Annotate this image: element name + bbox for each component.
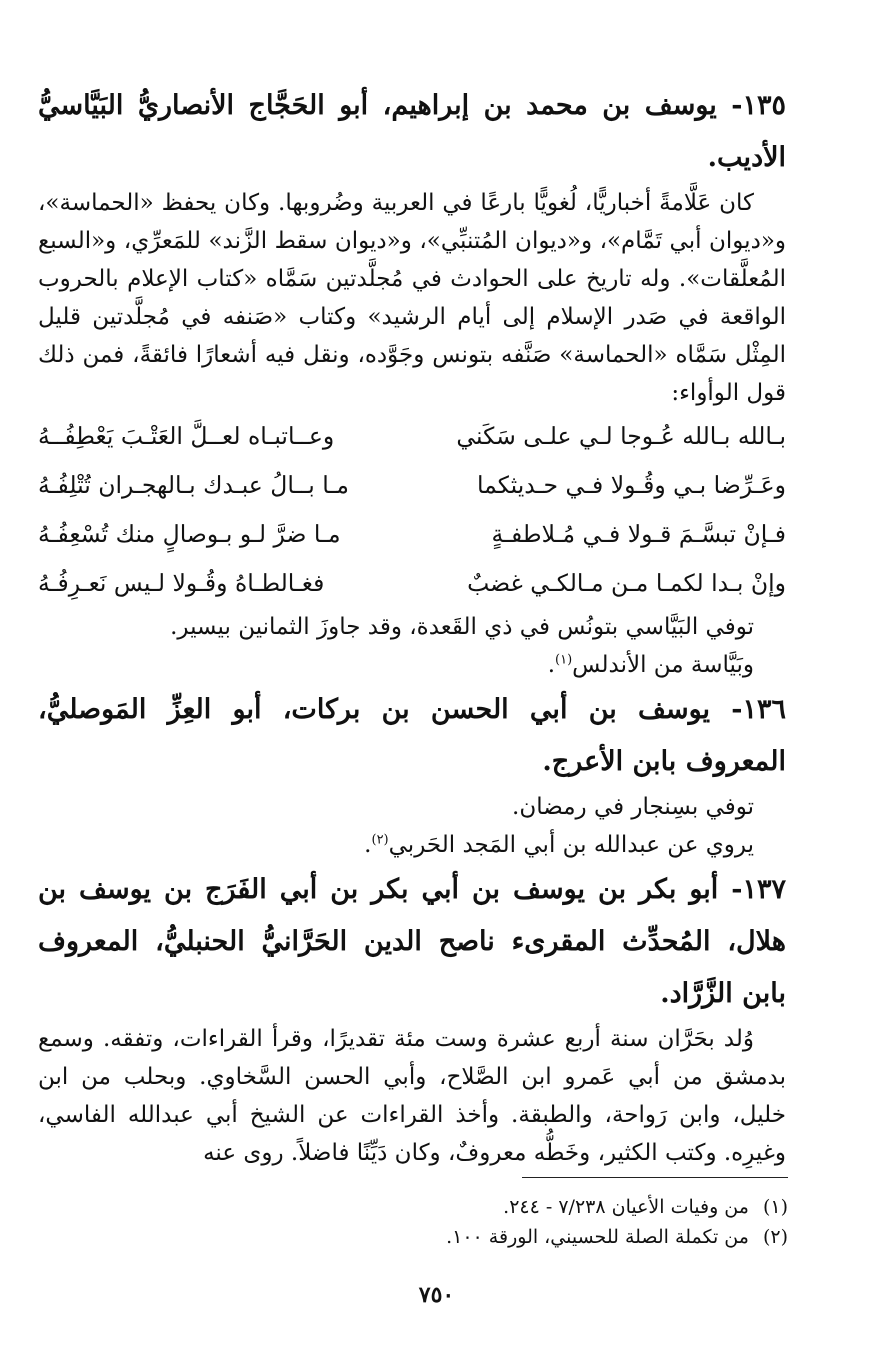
verse-1-first: بـالله بـالله عُـوجا لـي علـى سَكَني — [456, 422, 786, 450]
entry-135-death-note: توفي البَيَّاسي بتونُس في ذي القَعدة، وقد جاوزَ الثمانين بيسير. — [170, 614, 754, 640]
page-body — [38, 80, 786, 1172]
verse-4 — [38, 559, 786, 608]
entry-135-origin-text: وبَيَّاسة من الأندلس — [572, 652, 754, 678]
verse-1 — [38, 412, 786, 461]
entry-136-narration-end: . — [364, 832, 372, 858]
entry-135-origin-end: . — [547, 652, 556, 678]
verse-4-second: فغـالطـاهُ وقُـولا لـيس نَعـرِفُـهُ — [38, 569, 325, 597]
footnote-1-marker: (١) — [762, 1196, 788, 1218]
entry-136-death-note: توفي بسِنجار في رمضان. — [512, 794, 754, 820]
verse-2-first: وعَـرِّضا بـي وقُـولا فـي حـديثكما — [476, 471, 786, 499]
page-number: ٧٥٠ — [418, 1282, 455, 1308]
footnote-1 — [300, 1192, 788, 1222]
poem — [38, 412, 786, 608]
verse-1-second: وعــاتبـاه لعــلَّ العَتْـبَ يَعْطِفُــهُ — [38, 422, 335, 450]
entry-137-paragraph: وُلد بحَرَّان سنة أربع عشرة وست مئة تقديرًا، وقرأ القراءات، وتفقه. وسمع بدمشق من أبي عَمرو ابن الصَّلاح، وأبي الحسن السَّخاوي. وبحلب من ابن خليل، وابن رَواحة، والطبقة. وأخذ القراءات عن الشيخ أبي عبدالله الفاسي، وغيرِه. وكتب الكثير، وخَطُّه معروفٌ، وكان دَيِّنًا فاضلاً. روى عنه — [38, 1026, 786, 1166]
footnotes — [300, 1192, 788, 1252]
verse-2 — [38, 461, 786, 510]
footnote-separator — [522, 1177, 788, 1178]
entry-135-paragraph: كان عَلَّامةً أخباريًّا، لُغويًّا بارعًا في العربية وضُروبها. وكان يحفظ «الحماسة»، و«ديوان أبي تَمَّام»، و«ديوان المُتنبِّي»، و«ديوان سقط الزَّند» للمَعرِّي، و«السبع المُعلَّقات». وله تاريخ على الحوادث في مُجلَّدتين سَمَّاه «كتاب الإعلام بالحروب الواقعة في صَدر الإسلام إلى أيام الرشيد» وكتاب «صَنفه في مُجلَّدتين قليل المِثْل سَمَّاه «الحماسة» صَنَّفه بتونس وجَوَّده، ونقل فيه أشعارًا فائقةً، فمن ذلك قول الوأواء: — [38, 190, 786, 406]
verse-4-first: وإنْ بـدا لكمـا مـن مـالكـي غضبٌ — [467, 569, 786, 597]
verse-3-second: مـا ضرَّ لـو بـوصالٍ منك تُسْعِفُـهُ — [38, 520, 341, 548]
footnote-2-marker: (٢) — [762, 1226, 788, 1248]
footnote-2-text: من تكملة الصلة للحسيني، الورقة ١٠٠. — [446, 1226, 749, 1248]
verse-3-first: فـإنْ تبسَّـمَ قـولا فـي مُـلاطفـةٍ — [491, 520, 786, 548]
entry-heading-135: ١٣٥- يوسف بن محمد بن إبراهيم، أبو الحَجَّاج الأنصاريُّ البَيَّاسيُّ الأديب. — [38, 90, 786, 173]
verse-2-second: مـا بــالُ عبـدك بـالهجـران تُتْلِفُـهُ — [38, 471, 349, 499]
entry-136-narration-note — [38, 826, 786, 864]
footnote-2 — [300, 1222, 788, 1252]
entry-heading-137: ١٣٧- أبو بكر بن يوسف بن أبي بكر بن أبي الفَرَج بن يوسف بن هلال، المُحدِّث المقرىء ناصح الدين الحَرَّانيُّ الحنبليُّ، المعروف بابن الزَّرَّاد. — [38, 874, 786, 1009]
entry-136-narration-text: يروي عن عبدالله بن أبي المَجد الحَربي — [388, 832, 754, 858]
footnote-ref-2: (٢) — [371, 832, 389, 848]
footnote-ref-1: (١) — [555, 652, 573, 668]
entry-heading-136: ١٣٦- يوسف بن أبي الحسن بن بركات، أبو العِزِّ المَوصليُّ، المعروف بابن الأعرج. — [38, 694, 786, 777]
verse-3 — [38, 510, 786, 559]
footnote-1-text: من وفيات الأعيان ٧/٢٣٨ - ٢٤٤. — [503, 1196, 749, 1218]
entry-135-origin-note — [38, 646, 786, 684]
